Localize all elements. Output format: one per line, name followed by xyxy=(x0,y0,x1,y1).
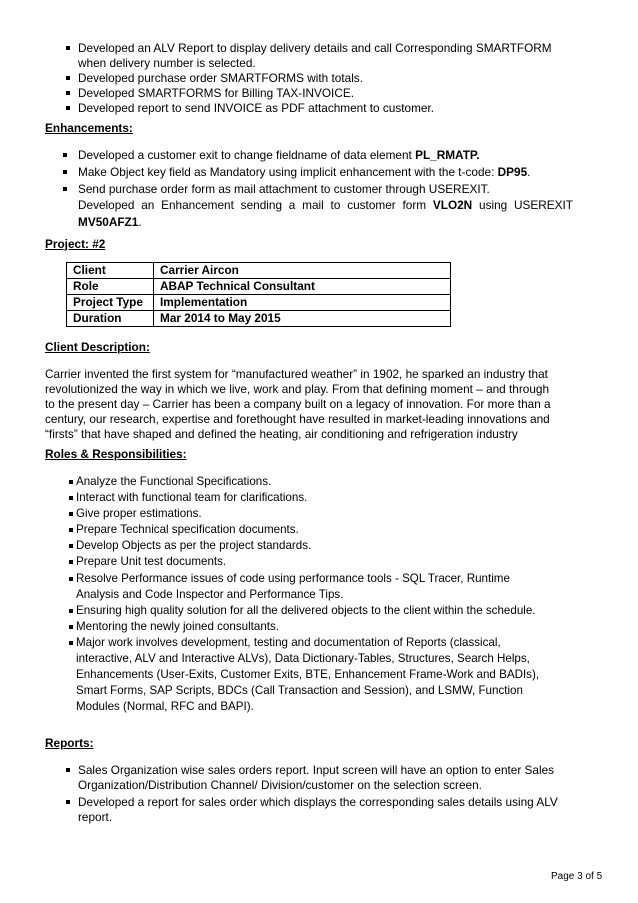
paragraph-line: century, our research, expertise and forethought have resulted in market-leading innovations and xyxy=(45,412,550,426)
list-item: Give proper estimations. xyxy=(72,506,572,522)
list-item: Prepare Unit test documents. xyxy=(72,554,572,570)
reports-list xyxy=(64,763,574,827)
top-bullet-list xyxy=(64,41,574,116)
client-description-heading: Client Description: xyxy=(45,340,150,354)
page-number: Page 3 of 5 xyxy=(551,871,603,882)
table-value: Implementation xyxy=(154,295,451,311)
table-value: ABAP Technical Consultant xyxy=(154,279,451,295)
table-row xyxy=(67,311,451,327)
roles-heading: Roles & Responsibilities: xyxy=(45,447,187,461)
item-code: PL_RMATP. xyxy=(415,148,480,162)
list-item xyxy=(63,182,573,231)
paragraph-line: Carrier invented the first system for “manufactured weather” in 1902, he sparked an industry that xyxy=(45,367,548,381)
item-line: Developed an Enhancement sending a mail to customer form VLO2N using USEREXIT xyxy=(78,198,573,212)
enhancements-heading: Enhancements: xyxy=(45,121,133,135)
project-heading: Project: #2 xyxy=(45,237,106,251)
list-item: Major work involves development, testing and documentation of Reports (classical, interactive, ALV and Interactive ALVs), Data Dictionary-Tables, Structures, Search Helps, Enhancements (User-Exits, Customer Exits, BTE, Enhancement Frame-Work and BADIs), Smart Forms, SAP Scripts, BDCs (Call Transaction and Session), and LSMW, Function Modules (Normal, RFC and BAPI). xyxy=(72,635,572,715)
list-item: Ensuring high quality solution for all the delivered objects to the client within the schedule. xyxy=(72,603,572,619)
list-item xyxy=(63,148,573,163)
item-line: Send purchase order form as mail attachment to customer through USEREXIT. xyxy=(78,182,490,196)
table-row xyxy=(67,279,451,295)
table-value: Mar 2014 to May 2015 xyxy=(154,311,451,327)
roles-list xyxy=(72,474,572,715)
list-item: Resolve Performance issues of code using performance tools - SQL Tracer, Runtime Analysis and Code Inspector and Performance Tips. xyxy=(72,571,572,603)
list-item: Develop Objects as per the project standards. xyxy=(72,538,572,554)
table-key: Project Type xyxy=(67,295,154,311)
item-line: MV50AFZ1. xyxy=(78,215,142,229)
table-row xyxy=(67,295,451,311)
item-text: Developed a customer exit to change fieldname of data element xyxy=(78,148,416,162)
item-text-end: . xyxy=(527,165,531,179)
list-item: Mentoring the newly joined consultants. xyxy=(72,619,572,635)
paragraph-line: “firsts” that have shaped and defined the heating, air conditioning and refrigeration industry xyxy=(45,427,518,441)
list-item: Interact with functional team for clarifications. xyxy=(72,490,572,506)
client-description-paragraph xyxy=(45,367,575,442)
item-text: Make Object key field as Mandatory using implicit enhancement with the t-code: xyxy=(78,165,498,179)
list-item: Developed an ALV Report to display delivery details and call Corresponding SMARTFORM when delivery number is selected. xyxy=(64,41,574,71)
reports-heading: Reports: xyxy=(45,736,94,750)
list-item: Developed SMARTFORMS for Billing TAX-INVOICE. xyxy=(64,86,574,101)
table-key: Role xyxy=(67,279,154,295)
paragraph-line: to the present day – Carrier has been a company built on a legacy of innovation. For more than a xyxy=(45,397,551,411)
paragraph-line: revolutionized the way in which we live, work and play. From that defining moment – and through xyxy=(45,382,550,396)
table-row xyxy=(67,263,451,279)
list-item: Analyze the Functional Specifications. xyxy=(72,474,572,490)
list-item: Sales Organization wise sales orders report. Input screen will have an option to enter Sales Organization/Distribution Channel/ Division/customer on the selection screen. xyxy=(64,763,574,793)
table-value: Carrier Aircon xyxy=(154,263,451,279)
table-key: Client xyxy=(67,263,154,279)
list-item: Developed purchase order SMARTFORMS with totals. xyxy=(64,71,574,86)
list-item: Developed a report for sales order which displays the corresponding sales details using ALV report. xyxy=(64,795,574,825)
table-key: Duration xyxy=(67,311,154,327)
list-item xyxy=(63,165,573,180)
list-item: Developed report to send INVOICE as PDF attachment to customer. xyxy=(64,101,574,116)
project-details-table xyxy=(66,262,451,327)
list-item: Prepare Technical specification documents. xyxy=(72,522,572,538)
item-code: DP95 xyxy=(497,165,528,179)
enhancements-list xyxy=(63,148,573,231)
